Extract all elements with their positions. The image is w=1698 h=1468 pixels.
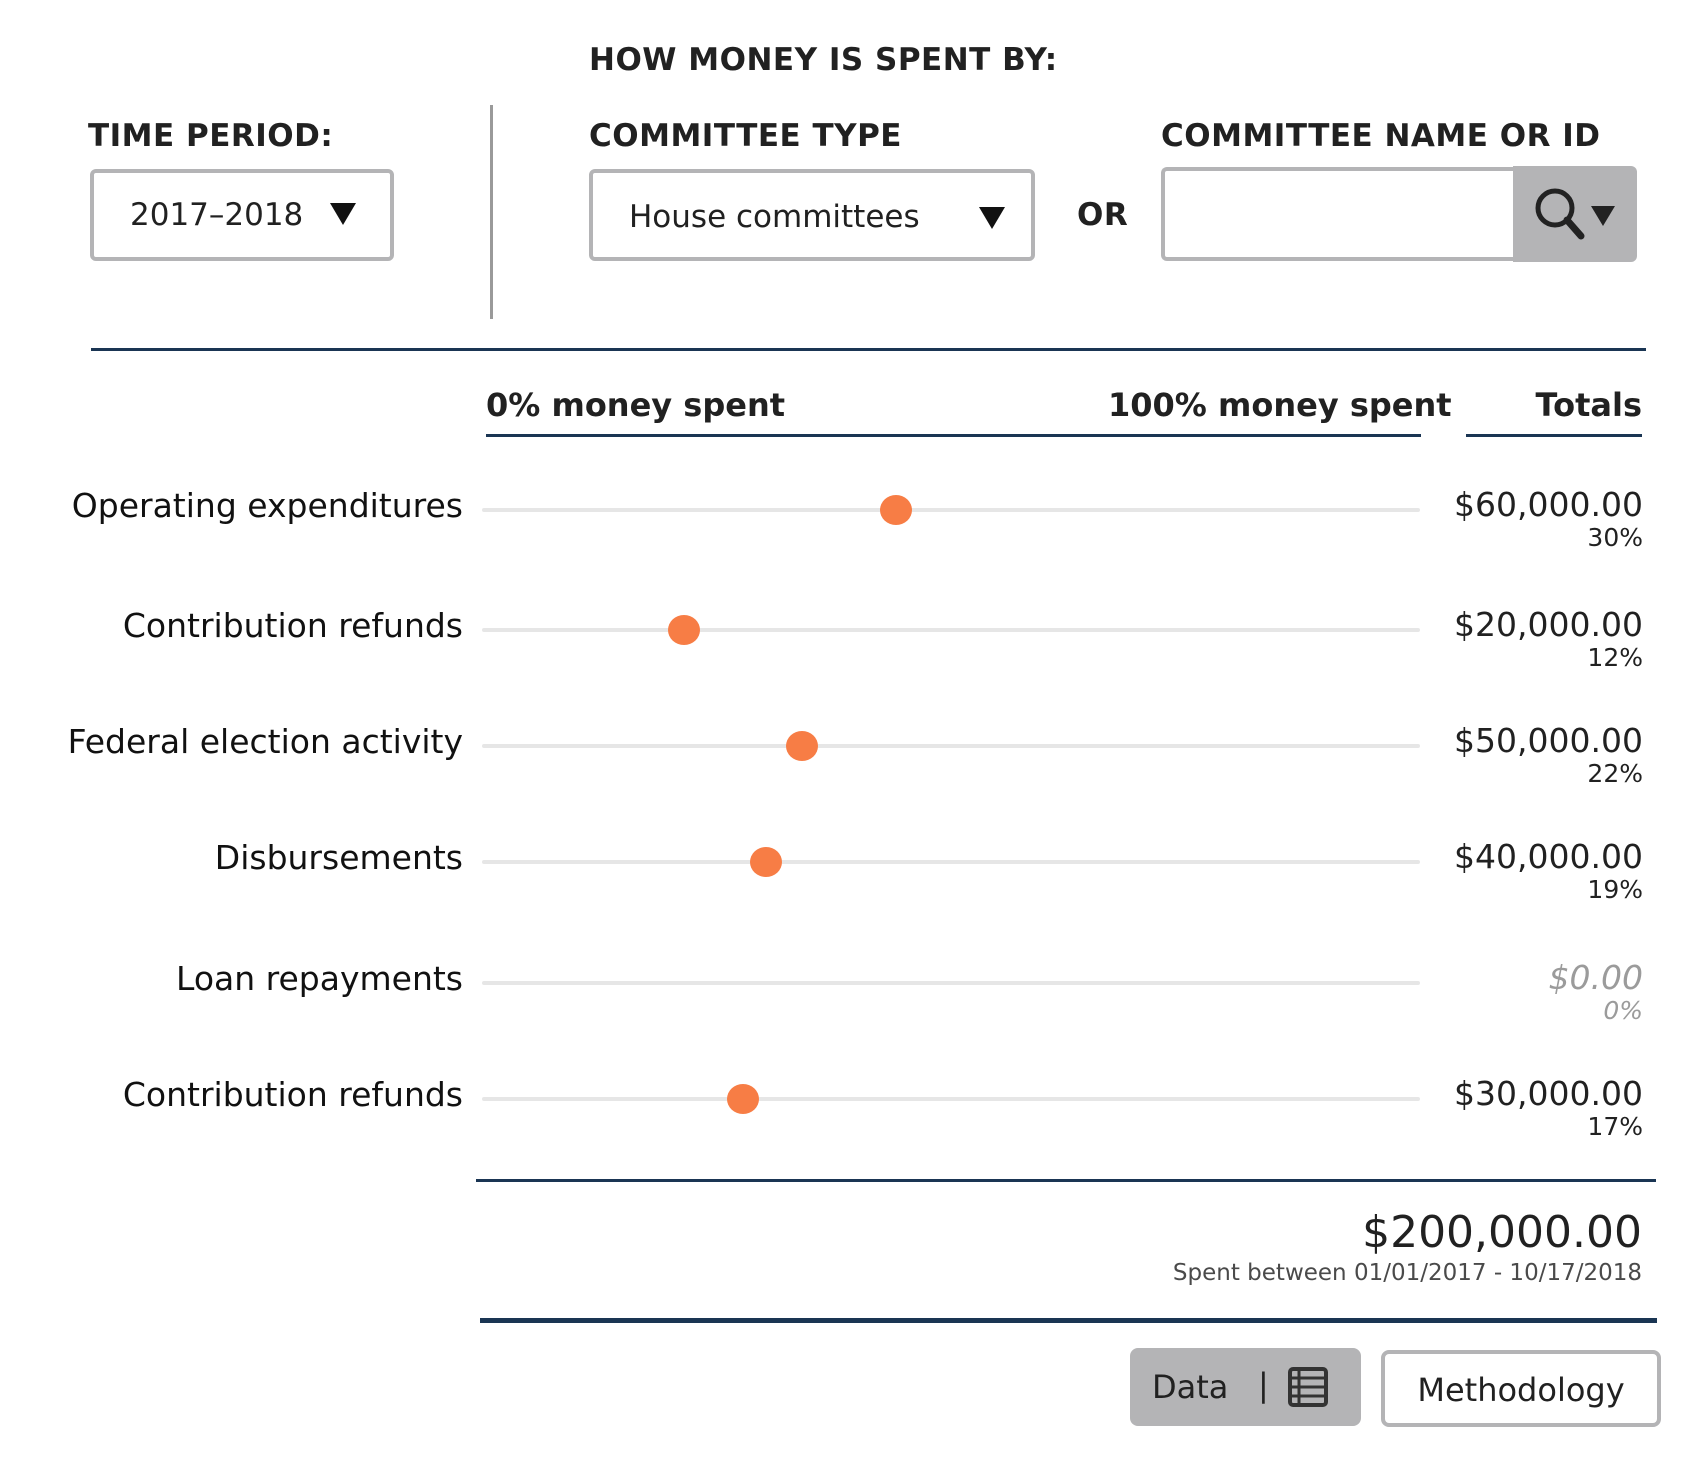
committee-name-label: COMMITTEE NAME OR ID	[1161, 118, 1601, 154]
scale-max-label: 100% money spent	[1108, 386, 1452, 424]
row-track	[482, 860, 1420, 864]
row-percent: 22%	[1587, 759, 1643, 788]
row-label: Disbursements	[214, 838, 463, 877]
caret-down-icon	[979, 207, 1005, 229]
row-amount: $60,000.00	[1454, 485, 1643, 524]
row-label: Contribution refunds	[122, 1075, 463, 1114]
committee-type-select[interactable]	[589, 169, 1035, 261]
row-percent: 0%	[1603, 996, 1643, 1025]
row-amount: $30,000.00	[1454, 1074, 1643, 1113]
filter-divider	[490, 105, 493, 319]
data-button[interactable]	[1130, 1348, 1361, 1426]
row-percent: 17%	[1587, 1112, 1643, 1141]
row-track	[482, 981, 1420, 985]
time-period-select[interactable]	[90, 169, 394, 261]
row-label: Federal election activity	[67, 722, 463, 761]
totals-label: Totals	[1535, 386, 1642, 424]
committee-type-label: COMMITTEE TYPE	[589, 118, 902, 154]
row-amount: $20,000.00	[1454, 605, 1643, 644]
row-dot[interactable]	[880, 495, 912, 525]
row-amount: $50,000.00	[1454, 721, 1643, 760]
top-rule	[91, 348, 1646, 351]
row-label: Operating expenditures	[71, 486, 463, 525]
rows-bottom-rule	[476, 1179, 1656, 1182]
row-label: Contribution refunds	[122, 606, 463, 645]
methodology-button[interactable]	[1381, 1350, 1661, 1427]
spent-by-heading: HOW MONEY IS SPENT BY:	[589, 42, 1058, 78]
date-range: Spent between 01/01/2017 - 10/17/2018	[1172, 1260, 1642, 1286]
row-dot[interactable]	[750, 847, 782, 877]
totals-rule	[1466, 434, 1642, 437]
time-period-label: TIME PERIOD:	[88, 118, 334, 154]
total-amount: $200,000.00	[1362, 1207, 1642, 1258]
time-period-value: 2017–2018	[130, 197, 304, 233]
row-dot[interactable]	[786, 731, 818, 761]
row-track	[482, 1097, 1420, 1101]
row-track	[482, 508, 1420, 512]
scale-rule	[486, 434, 1421, 437]
methodology-button-label: Methodology	[1417, 1371, 1625, 1409]
row-dot[interactable]	[727, 1084, 759, 1114]
row-dot[interactable]	[668, 615, 700, 645]
row-track	[482, 628, 1420, 632]
or-label: OR	[1077, 197, 1129, 233]
committee-type-value: House committees	[629, 199, 920, 235]
row-label: Loan repayments	[176, 959, 463, 998]
row-percent: 30%	[1587, 523, 1643, 552]
data-button-separator: |	[1258, 1366, 1269, 1404]
row-amount: $40,000.00	[1454, 837, 1643, 876]
search-icon	[1531, 184, 1623, 244]
row-percent: 19%	[1587, 875, 1643, 904]
row-track	[482, 744, 1420, 748]
summary-bottom-rule	[480, 1318, 1657, 1323]
row-amount: $0.00	[1548, 958, 1643, 997]
row-percent: 12%	[1587, 643, 1643, 672]
scale-min-label: 0% money spent	[486, 386, 786, 424]
caret-down-icon	[330, 203, 356, 225]
data-button-label: Data	[1152, 1368, 1229, 1406]
table-icon	[1288, 1367, 1328, 1407]
search-button[interactable]	[1513, 166, 1637, 262]
committee-name-input[interactable]	[1161, 167, 1513, 261]
